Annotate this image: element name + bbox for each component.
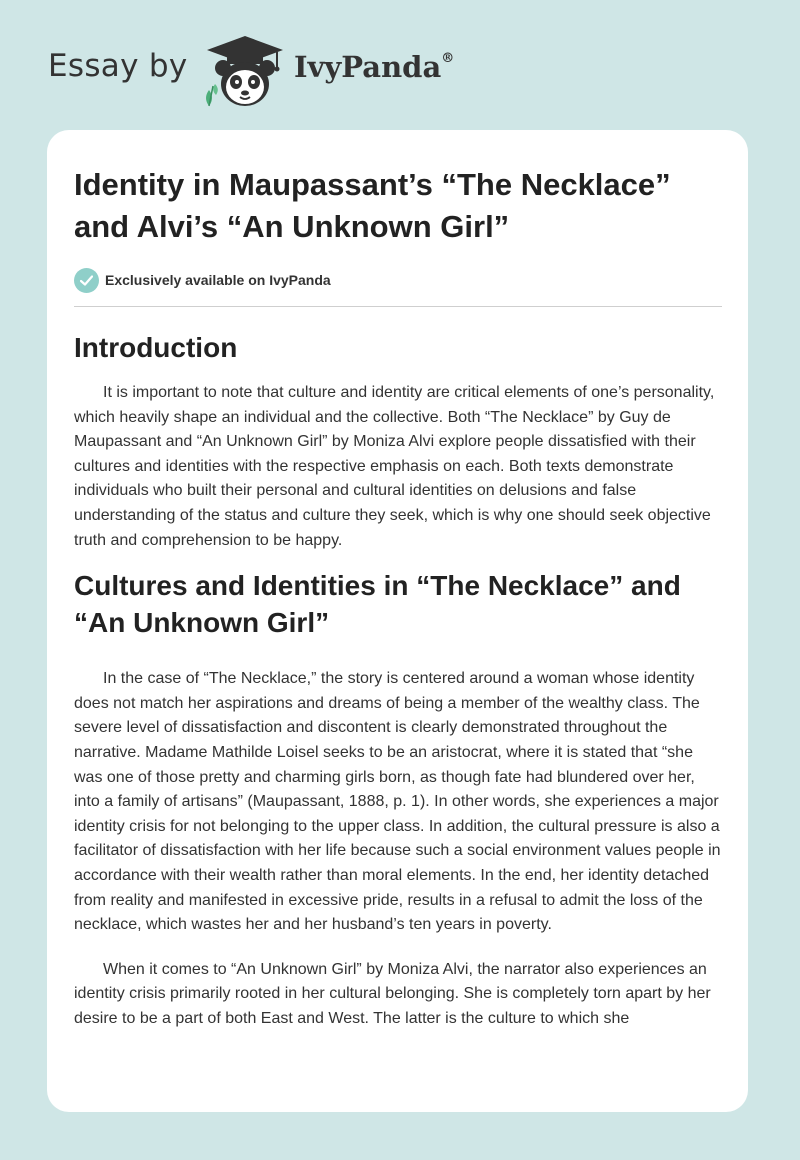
- title-divider: [74, 306, 722, 307]
- site-header: [48, 34, 548, 114]
- article-card: [47, 130, 748, 1112]
- paragraph: When it comes to “An Unknown Girl” by Moniza Alvi, the narrator also experiences an identity crisis primarily rooted in her cultural belonging. She is completely torn apart by her desire to be a part of both East and West. The latter is the culture to which she: [74, 960, 711, 1027]
- brand-name: IvyPanda®: [294, 50, 455, 84]
- exclusive-badge: [74, 266, 722, 294]
- panda-graduate-logo-icon: [203, 34, 287, 110]
- section-heading-cultures-identities: Cultures and Identities in “The Necklace” and “An Unknown Girl”: [74, 570, 681, 639]
- section-heading-introduction: Introduction: [74, 332, 238, 363]
- essay-by-label: Essay by: [48, 48, 188, 84]
- paragraph: It is important to note that culture and identity are critical elements of one’s personality, which heavily shape an individual and the collective. Both “The Necklace” by Guy de Maupassant and “An Unknown Girl” by Moniza Alvi explore people dissatisfied with their cultures and identities with the respective emphasis on each. Both texts demonstrate individuals who built their personal and cultural identities on delusions and false understanding of the status and culture they seek, which is why one should seek objective truth and comprehension to be happy.: [74, 384, 715, 549]
- check-icon: [74, 268, 99, 293]
- exclusive-text: Exclusively available on IvyPanda: [105, 272, 331, 288]
- article-title: Identity in Maupassant’s “The Necklace” and Alvi’s “An Unknown Girl”: [74, 167, 671, 244]
- paragraph: In the case of “The Necklace,” the story is centered around a woman whose identity does not match her aspirations and dreams of being a member of the wealthy class. The severe level of dissatisfaction and discontent is clearly demonstrated throughout the narrative. Madame Mathilde Loisel seeks to be an aristocrat, where it is stated that “she was one of those pretty and charming girls born, as though fate had blundered over her, into a family of artisans” (Maupassant, 1888, p. 1). In other words, she experiences a major identity crisis for not belonging to the upper class. In addition, the cultural pressure is also a facilitator of dissatisfaction with her life because such a social environment values people in accordance with their wealth rather than moral elements. In the end, her identity detached from reality and manifested in excessive pride, results in a refusal to admit the loss of the necklace, which wastes her and her husband’s ten years in poverty.: [74, 670, 721, 934]
